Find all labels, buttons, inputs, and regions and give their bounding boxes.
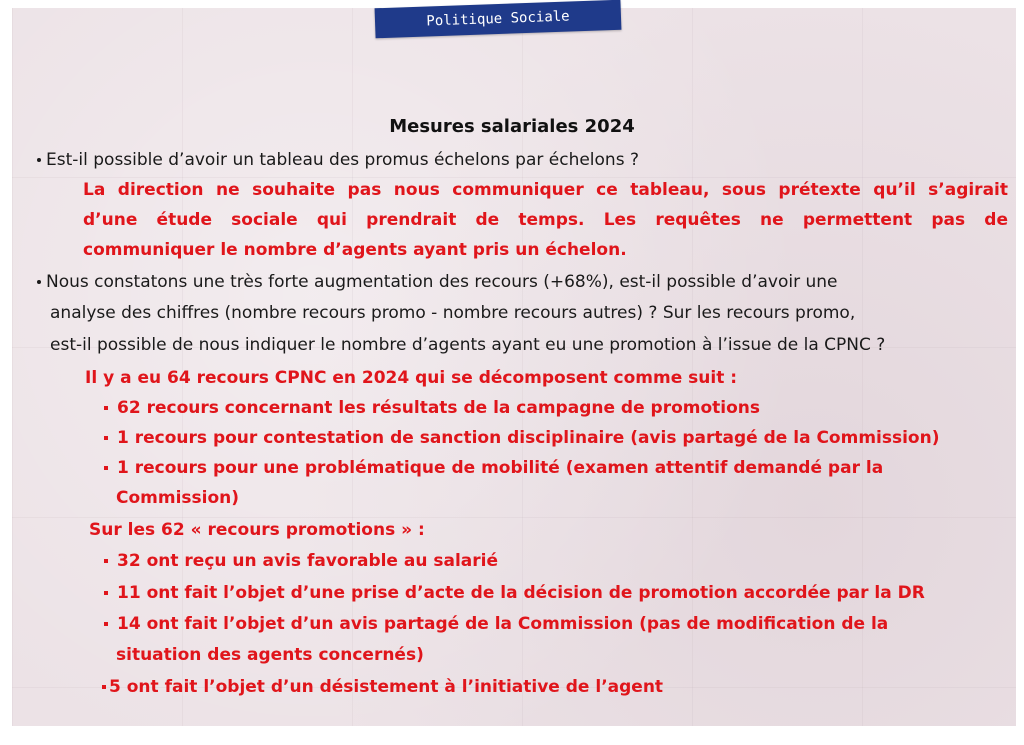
page-title: Mesures salariales 2024 xyxy=(389,116,635,137)
bullet-icon xyxy=(104,406,108,410)
promo-intro: Sur les 62 « recours promotions » : xyxy=(89,520,425,540)
bullet-icon xyxy=(102,685,106,689)
answer-2-intro: Il y a eu 64 recours CPNC en 2024 qui se décomposent comme suit : xyxy=(85,368,738,388)
question-2-line-1: Nous constatons une très forte augmentation des recours (+68%), est-il possible d’avoir une xyxy=(37,272,838,292)
bullet-icon xyxy=(104,436,108,440)
bullet-icon xyxy=(37,158,41,162)
answer-1-line-2: d’une étude sociale qui prendrait de temps. Les requêtes ne permettent pas de xyxy=(83,210,1008,230)
answer-1-line-1: La direction ne souhaite pas nous communiquer ce tableau, sous prétexte qu’il s’agirait xyxy=(83,180,1008,200)
question-2-line-3: est-il possible de nous indiquer le nombre d’agents ayant eu une promotion à l’issue de la CPNC ? xyxy=(50,335,886,355)
promo-item-4: 5 ont fait l’objet d’un désistement à l’initiative de l’agent xyxy=(102,677,663,697)
answer-1-line-3: communiquer le nombre d’agents ayant pris un échelon. xyxy=(83,240,627,260)
bullet-icon xyxy=(104,591,108,595)
question-1-text: Est-il possible d’avoir un tableau des promus échelons par échelons ? xyxy=(46,150,639,170)
promo-item-1: 32 ont reçu un avis favorable au salarié xyxy=(104,551,498,571)
answer-2-item-1: 62 recours concernant les résultats de la campagne de promotions xyxy=(104,398,760,418)
question-1 xyxy=(37,150,639,170)
answer-2-item-3: 1 recours pour une problématique de mobilité (examen attentif demandé par la xyxy=(104,458,883,478)
question-2-line-2: analyse des chiffres (nombre recours promo - nombre recours autres) ? Sur les recours promo, xyxy=(50,303,856,323)
bullet-icon xyxy=(104,559,108,563)
promo-item-2: 11 ont fait l’objet d’une prise d’acte de la décision de promotion accordée par la DR xyxy=(104,583,925,603)
answer-2-item-2: 1 recours pour contestation de sanction disciplinaire (avis partagé de la Commission) xyxy=(104,428,939,448)
bullet-icon xyxy=(104,466,108,470)
answer-2-item-3-cont: Commission) xyxy=(116,488,240,508)
promo-item-3: 14 ont fait l’objet d’un avis partagé de la Commission (pas de modification de la xyxy=(104,614,888,634)
section-banner-label: Politique Sociale xyxy=(426,8,570,30)
bullet-icon xyxy=(37,280,41,284)
bullet-icon xyxy=(104,622,108,626)
promo-item-3-cont: situation des agents concernés) xyxy=(116,645,424,665)
